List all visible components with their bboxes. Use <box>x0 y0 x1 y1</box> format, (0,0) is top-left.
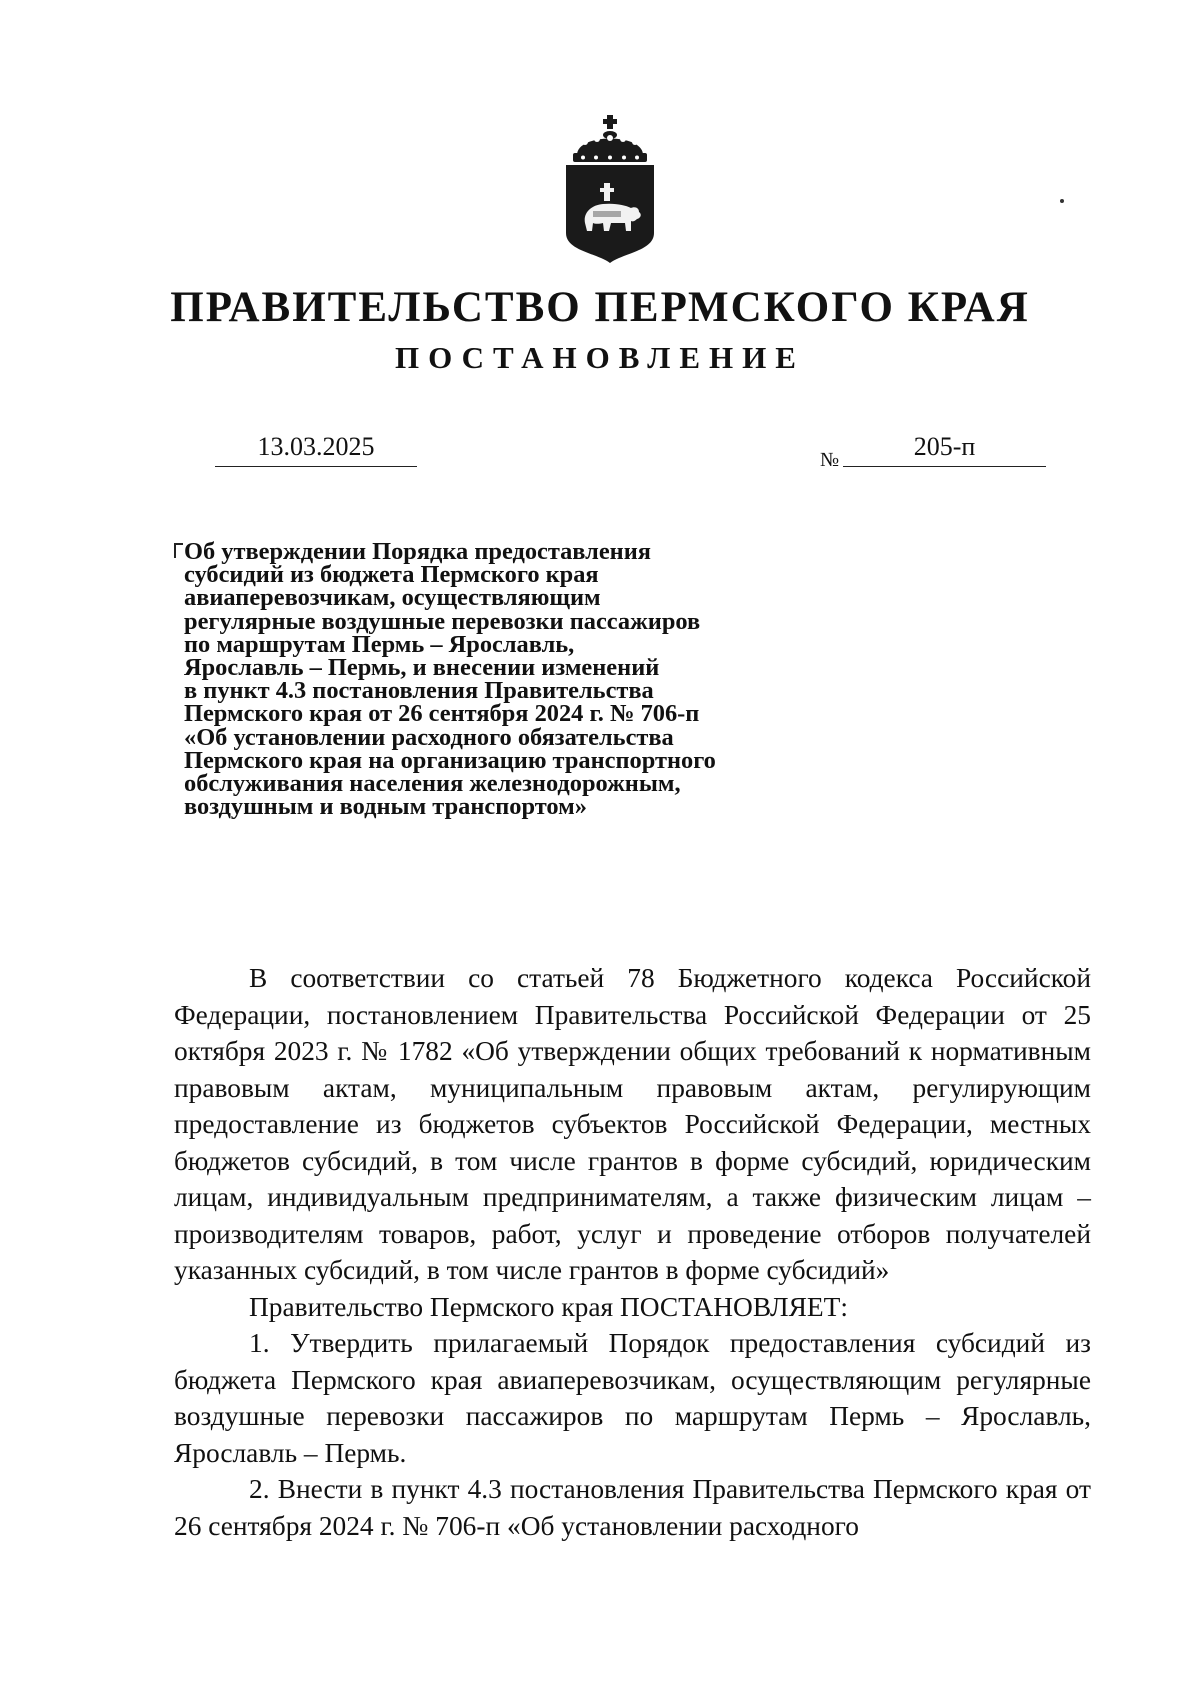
preamble-paragraph: В соответствии со статьей 78 Бюджетного кодекса Российской Федерации, постановлением Правительства Российской Федерации от 25 октября 2023 г. № 1782 «Об утверждении общих требований к нормативным правовым актам, муниципальным правовым актам, регулирующим предоставление из бюджетов субъектов Российской Федерации, местных бюджетов субсидий, в том числе грантов в форме субсидий, юридическим лицам, индивидуальным предпринимателям, а также физическим лицам – производителям товаров, работ, услуг и проведение отборов получателей указанных субсидий, в том числе грантов в форме субсидий» <box>174 963 1091 1285</box>
organization-title: ПРАВИТЕЛЬСТВО ПЕРМСКОГО КРАЯ <box>170 284 1030 331</box>
scan-speck <box>1060 199 1064 203</box>
item-2-paragraph: 2. Внести в пункт 4.3 постановления Правительства Пермского края от 26 сентября 2024 г. № 706-п «Об установлении расходного <box>174 1474 1091 1541</box>
document-date: 13.03.2025 <box>215 428 417 467</box>
subject-corner-mark <box>174 543 183 558</box>
number-sign: № <box>820 449 840 471</box>
document-subject: Об утверждении Порядка предоставления субсидий из бюджета Пермского края авиаперевозчикам, осуществляющим регулярные воздушные перевозки пассажиров по маршрутам Пермь – Ярославль, Ярославль – Пермь, и внесении изменений в пункт 4.3 постановления Правительства Пермского края от 26 сентября 2024 г. № 706-п «Об установлении расходного обязательства Пермского края на организацию транспортного обслуживания населения железнодорожным, воздушным и водным транспортом» <box>184 538 716 821</box>
coat-of-arms-icon <box>563 115 657 265</box>
document-body <box>174 960 1091 1544</box>
document-type: ПОСТАНОВЛЕНИЕ <box>395 340 805 375</box>
resolves-paragraph: Правительство Пермского края ПОСТАНОВЛЯЕТ: <box>249 1291 848 1322</box>
document-number: 205-п <box>843 428 1046 467</box>
item-1-paragraph: 1. Утвердить прилагаемый Порядок предоставления субсидий из бюджета Пермского края авиаперевозчикам, осуществляющим регулярные воздушные перевозки пассажиров по маршрутам Пермь – Ярославль, Ярославль – Пермь. <box>174 1328 1091 1468</box>
